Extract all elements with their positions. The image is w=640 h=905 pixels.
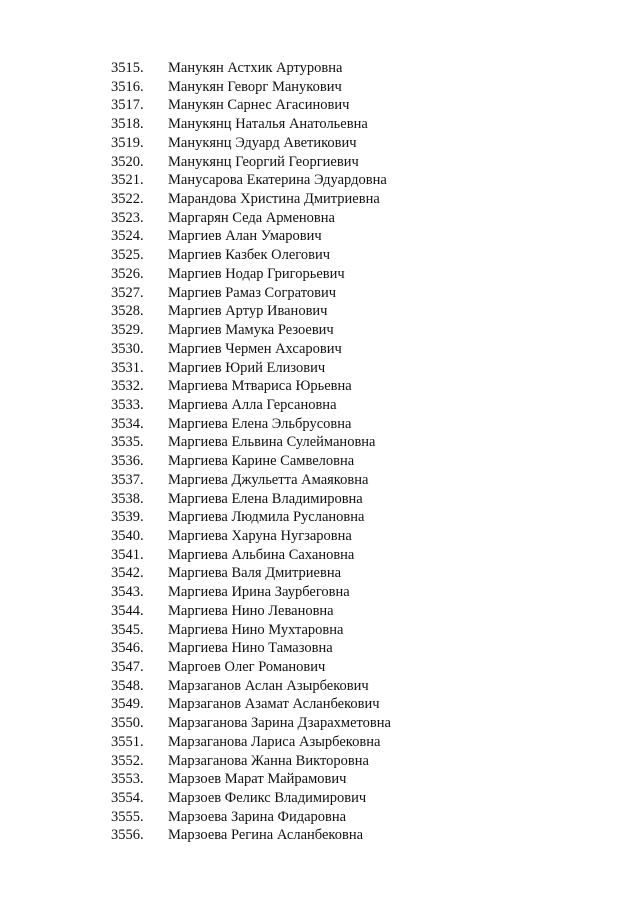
person-name: Марзаганов Аслан Азырбекович <box>168 677 369 694</box>
person-name: Марзоев Марат Майрамович <box>168 771 347 788</box>
person-name: Манукян Геворг Манукович <box>168 78 342 95</box>
list-item <box>0 564 640 583</box>
entry-number: 3556. <box>111 827 144 844</box>
list-item <box>0 583 640 602</box>
list-item <box>0 677 640 696</box>
list-item <box>0 78 640 97</box>
list-item <box>0 452 640 471</box>
person-name: Марзоев Феликс Владимирович <box>168 790 367 807</box>
person-name: Маргиева Нино Тамазовна <box>168 640 333 657</box>
list-item <box>0 826 640 845</box>
entry-number: 3528. <box>111 303 144 320</box>
person-name: Маргиев Артур Иванович <box>168 303 328 320</box>
list-item <box>0 153 640 172</box>
entry-number: 3527. <box>111 284 144 301</box>
entry-number: 3533. <box>111 396 144 413</box>
entry-number: 3552. <box>111 752 144 769</box>
list-item <box>0 714 640 733</box>
person-name: Маргиева Ельвина Сулеймановна <box>168 434 376 451</box>
person-name: Маргиева Нино Левановна <box>168 602 334 619</box>
entry-number: 3535. <box>111 434 144 451</box>
entry-number: 3525. <box>111 247 144 264</box>
entry-number: 3519. <box>111 134 144 151</box>
person-name: Маргиева Валя Дмитриевна <box>168 565 342 582</box>
entry-number: 3521. <box>111 172 144 189</box>
entry-number: 3540. <box>111 527 144 544</box>
person-name: Марзаганова Лариса Азырбековна <box>168 733 381 750</box>
list-item <box>0 115 640 134</box>
person-name: Маргиев Алан Умарович <box>168 228 322 245</box>
entry-number: 3524. <box>111 228 144 245</box>
person-name: Маргиева Карине Самвеловна <box>168 453 355 470</box>
list-item <box>0 433 640 452</box>
entry-number: 3532. <box>111 378 144 395</box>
entry-number: 3539. <box>111 509 144 526</box>
list-item <box>0 340 640 359</box>
entry-number: 3551. <box>111 733 144 750</box>
list-item <box>0 471 640 490</box>
person-name: Марзаганова Зарина Дзарахметовна <box>168 715 391 732</box>
list-item <box>0 171 640 190</box>
entry-number: 3538. <box>111 490 144 507</box>
person-name: Манукянц Эдуард Аветикович <box>168 134 357 151</box>
list-item <box>0 733 640 752</box>
entry-number: 3523. <box>111 209 144 226</box>
list-item <box>0 377 640 396</box>
list-item <box>0 621 640 640</box>
entry-number: 3545. <box>111 621 144 638</box>
entry-number: 3522. <box>111 191 144 208</box>
list-item <box>0 602 640 621</box>
list-item <box>0 490 640 509</box>
list-item <box>0 246 640 265</box>
person-name: Марзоева Зарина Фидаровна <box>168 808 347 825</box>
person-name: Марзоева Регина Асланбековна <box>168 827 364 844</box>
list-item <box>0 752 640 771</box>
list-item <box>0 302 640 321</box>
person-name: Маргиева Мтвариса Юрьевна <box>168 378 352 395</box>
person-name: Манусарова Екатерина Эдуардовна <box>168 172 387 189</box>
list-item <box>0 415 640 434</box>
person-name: Марзаганов Азамат Асланбекович <box>168 696 380 713</box>
list-item <box>0 658 640 677</box>
entry-number: 3536. <box>111 453 144 470</box>
entry-number: 3516. <box>111 78 144 95</box>
entry-number: 3548. <box>111 677 144 694</box>
list-item <box>0 134 640 153</box>
person-name: Маргиева Нино Мухтаровна <box>168 621 344 638</box>
entry-number: 3515. <box>111 60 144 76</box>
list-item <box>0 695 640 714</box>
entry-number: 3531. <box>111 359 144 376</box>
list-item <box>0 96 640 115</box>
entry-number: 3526. <box>111 265 144 282</box>
person-name: Маргиева Алла Герсановна <box>168 396 337 413</box>
entry-number: 3537. <box>111 471 144 488</box>
list-item <box>0 321 640 340</box>
entry-number: 3553. <box>111 771 144 788</box>
person-name: Маргиева Ирина Заурбеговна <box>168 584 350 601</box>
entry-number: 3555. <box>111 808 144 825</box>
list-item <box>0 508 640 527</box>
entry-number: 3543. <box>111 584 144 601</box>
person-name: Маргиев Мамука Резоевич <box>168 322 334 339</box>
list-item <box>0 789 640 808</box>
entry-number: 3534. <box>111 415 144 432</box>
list-item <box>0 227 640 246</box>
list-item <box>0 770 640 789</box>
entry-number: 3544. <box>111 602 144 619</box>
list-item <box>0 209 640 228</box>
person-name: Маргиева Елена Эльбрусовна <box>168 415 352 432</box>
entry-number: 3554. <box>111 790 144 807</box>
list-item <box>0 639 640 658</box>
entry-number: 3520. <box>111 153 144 170</box>
entry-number: 3518. <box>111 116 144 133</box>
entry-number: 3530. <box>111 340 144 357</box>
entry-number: 3517. <box>111 97 144 114</box>
person-name: Маргиева Елена Владимировна <box>168 490 363 507</box>
person-name: Манукян Астхик Артуровна <box>168 60 343 76</box>
person-name: Маргиева Джульетта Амаяковна <box>168 471 369 488</box>
person-name: Маргиев Юрий Елизович <box>168 359 326 376</box>
person-name: Марзаганова Жанна Викторовна <box>168 752 369 769</box>
person-name: Манукян Сарнес Агасинович <box>168 97 350 114</box>
list-item <box>0 808 640 827</box>
entry-number: 3550. <box>111 715 144 732</box>
person-name: Маргарян Седа Арменовна <box>168 209 335 226</box>
list-item <box>0 527 640 546</box>
list-item <box>0 190 640 209</box>
person-name: Маргиева Альбина Сахановна <box>168 546 355 563</box>
person-name: Маргиев Казбек Олегович <box>168 247 331 264</box>
entry-number: 3542. <box>111 565 144 582</box>
person-name: Манукянц Георгий Георгиевич <box>168 153 359 170</box>
entry-number: 3549. <box>111 696 144 713</box>
entry-number: 3547. <box>111 659 144 675</box>
person-name: Маргиева Харуна Нугзаровна <box>168 527 352 544</box>
person-name: Марандова Христина Дмитриевна <box>168 191 380 208</box>
entry-number: 3541. <box>111 546 144 563</box>
entry-number: 3546. <box>111 640 144 657</box>
person-name: Маргиев Рамаз Согратович <box>168 284 337 301</box>
entry-number: 3529. <box>111 322 144 339</box>
list-item <box>0 359 640 378</box>
person-name: Маргоев Олег Романович <box>168 659 326 675</box>
person-name: Маргиев Нодар Григорьевич <box>168 265 345 282</box>
person-name: Маргиева Людмила Руслановна <box>168 509 365 526</box>
person-name: Манукянц Наталья Анатольевна <box>168 116 368 133</box>
list-item <box>0 546 640 565</box>
list-item <box>0 59 640 78</box>
name-list <box>0 59 640 845</box>
list-item <box>0 284 640 303</box>
list-item <box>0 265 640 284</box>
person-name: Маргиев Чермен Ахсарович <box>168 340 342 357</box>
list-item <box>0 396 640 415</box>
